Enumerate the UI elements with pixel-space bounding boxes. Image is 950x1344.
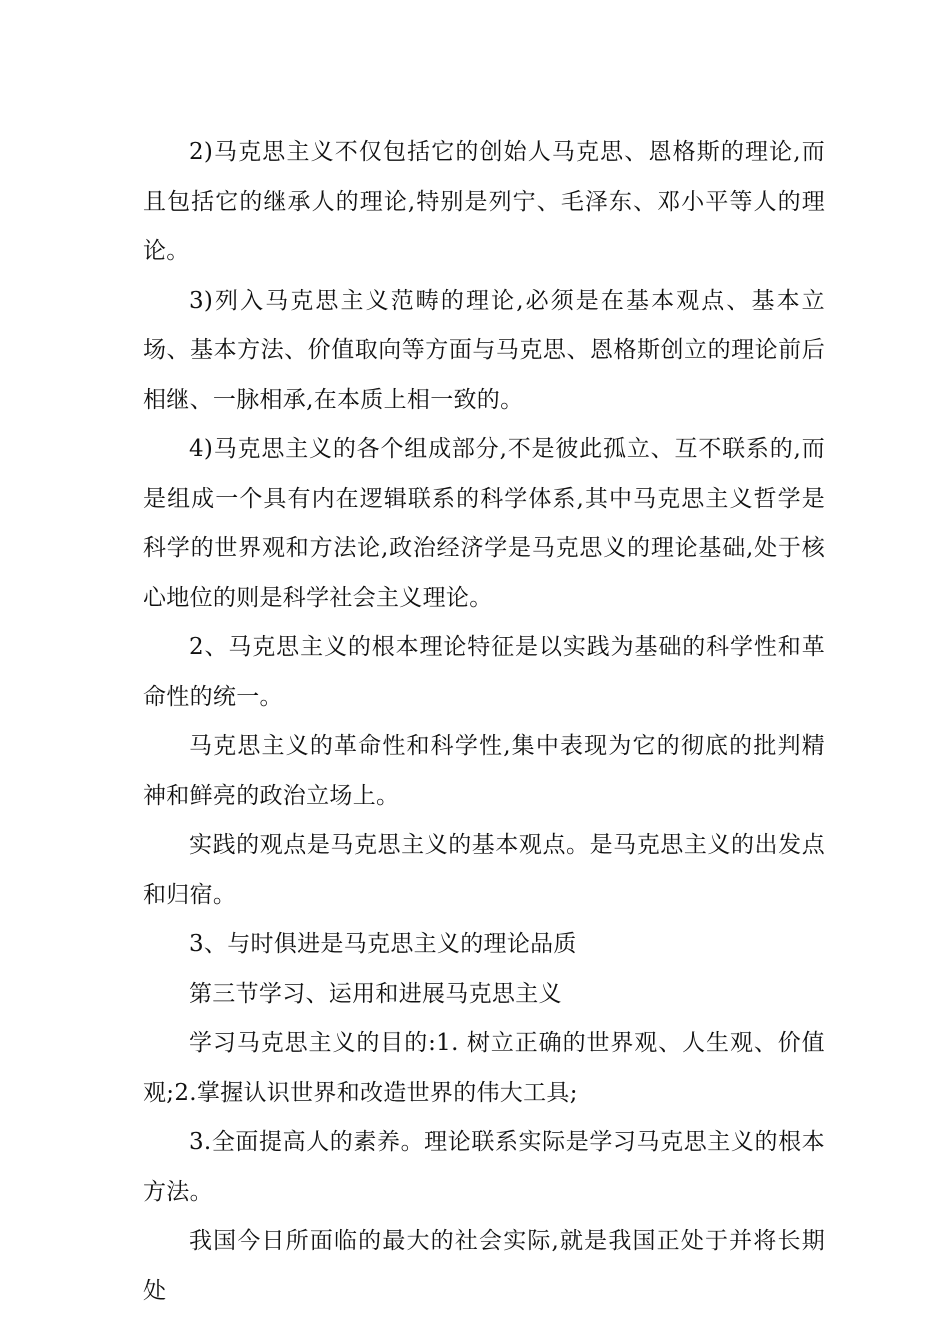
paragraph: 学习马克思主义的目的:1. 树立正确的世界观、人生观、价值观;2.掌握认识世界和改造世界的伟大工具;: [143, 1030, 825, 1106]
document-body: [143, 128, 825, 1316]
section-heading: 第三节学习、运用和进展马克思主义: [189, 980, 562, 1007]
paragraph: 2、马克思主义的根本理论特征是以实践为基础的科学性和革命性的统一。: [143, 634, 825, 710]
section-point: 3、与时俱进是马克思主义的理论品质: [189, 931, 577, 957]
paragraph: 实践的观点是马克思主义的基本观点。是马克思主义的出发点和归宿。: [143, 832, 825, 908]
paragraph: 3.全面提高人的素养。理论联系实际是学习马克思主义的根本方法。: [143, 1129, 825, 1205]
paragraph: 马克思主义的革命性和科学性,集中表现为它的彻底的批判精神和鲜亮的政治立场上。: [143, 733, 825, 809]
paragraph: 3)列入马克思主义范畴的理论,必须是在基本观点、基本立场、基本方法、价值取向等方面与马克思、恩格斯创立的理论前后相继、一脉相承,在本质上相一致的。: [143, 287, 825, 413]
paragraph: 4)马克思主义的各个组成部分,不是彼此孤立、互不联系的,而是组成一个具有内在逻辑联系的科学体系,其中马克思主义哲学是科学的世界观和方法论,政治经济学是马克思义的理论基础,处于核心地位的则是科学社会主义理论。: [143, 436, 825, 611]
paragraph: 2)马克思主义不仅包括它的创始人马克思、恩格斯的理论,而且包括它的继承人的理论,特别是列宁、毛泽东、邓小平等人的理论。: [143, 139, 825, 264]
paragraph: 我国今日所面临的最大的社会实际,就是我国正处于并将长期处: [143, 1228, 825, 1304]
